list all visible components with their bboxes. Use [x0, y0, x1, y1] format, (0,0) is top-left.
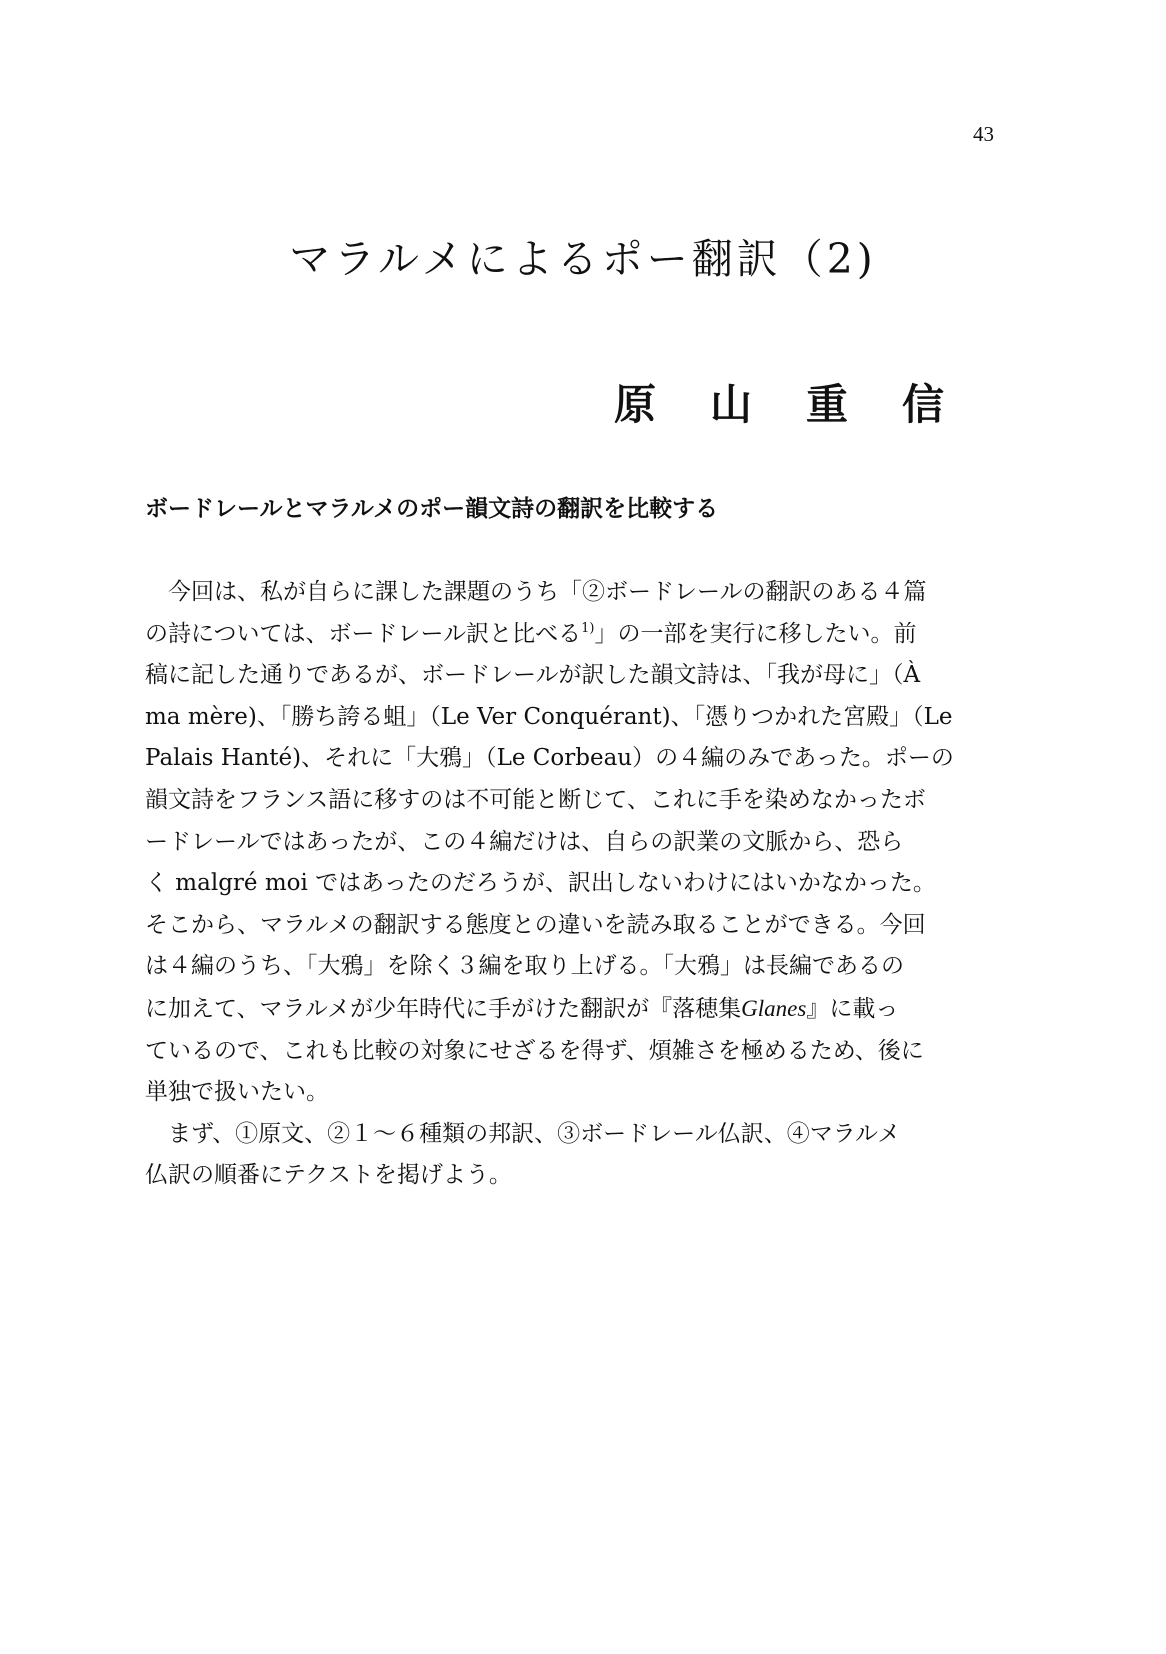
text-line: 稿に記した通りであるが、ボードレールが訳した韻文詩は、「我が母に」（À — [145, 662, 921, 689]
text-line: は４編のうち、「大鴉」を除く３編を取り上げる。「大鴉」は長編であるの — [145, 953, 904, 980]
body-text — [145, 572, 1017, 1197]
text-line: ているので、これも比較の対象にせざるを得ず、煩雑さを極めるため、後に — [145, 1037, 924, 1064]
page-number: 43 — [973, 122, 994, 146]
text-line: そこから、マラルメの翻訳する態度との違いを読み取ることができる。今回 — [145, 911, 926, 938]
author-name: 原山重信 — [613, 380, 998, 429]
text-fragment: 」の一部を実行に移したい。前 — [594, 620, 917, 647]
text-line: ードレールではあったが、この４編だけは、自らの訳業の文脈から、恐ら — [145, 828, 904, 855]
text-line: まず、①原文、②１～６種類の邦訳、③ボードレール仏訳、④マラルメ — [168, 1120, 901, 1147]
text-line — [145, 988, 1017, 1031]
text-line: ma mère)、「勝ち誇る蛆」（Le Ver Conquérant)、「憑りつかれた宮殿」（Le — [145, 703, 953, 730]
text-line: 韻文詩をフランス語に移すのは不可能と断じて、これに手を染めなかったボ — [145, 786, 926, 813]
section-heading: ボードレールとマラルメのポー韻文詩の翻訳を比較する — [145, 496, 719, 522]
text-line: Palais Hanté)、それに「大鴉」（Le Corbeau）の４編のみであった。ポーの — [145, 745, 954, 772]
footnote-ref: 1) — [581, 620, 595, 636]
text-line: 仏訳の順番にテクストを掲げよう。 — [145, 1162, 512, 1189]
text-fragment: に加えて、マラルメが少年時代に手がけた翻訳が『落穂集 — [145, 995, 742, 1022]
article-title: マラルメによるポー翻訳（2) — [289, 235, 877, 283]
text-fragment: 』に載っ — [806, 995, 899, 1022]
text-fragment: の詩については、ボードレール訳と比べる — [145, 620, 582, 647]
italic-title: Glanes — [741, 995, 807, 1021]
text-line: 今回は、私が自らに課した課題のうち「②ボードレールの翻訳のある４篇 — [168, 579, 927, 605]
text-line: 単独で扱いたい。 — [145, 1079, 329, 1106]
text-line: く malgré moi ではあったのだろうが、訳出しないわけにはいかなかった。 — [145, 870, 936, 897]
text-line — [145, 614, 1017, 656]
